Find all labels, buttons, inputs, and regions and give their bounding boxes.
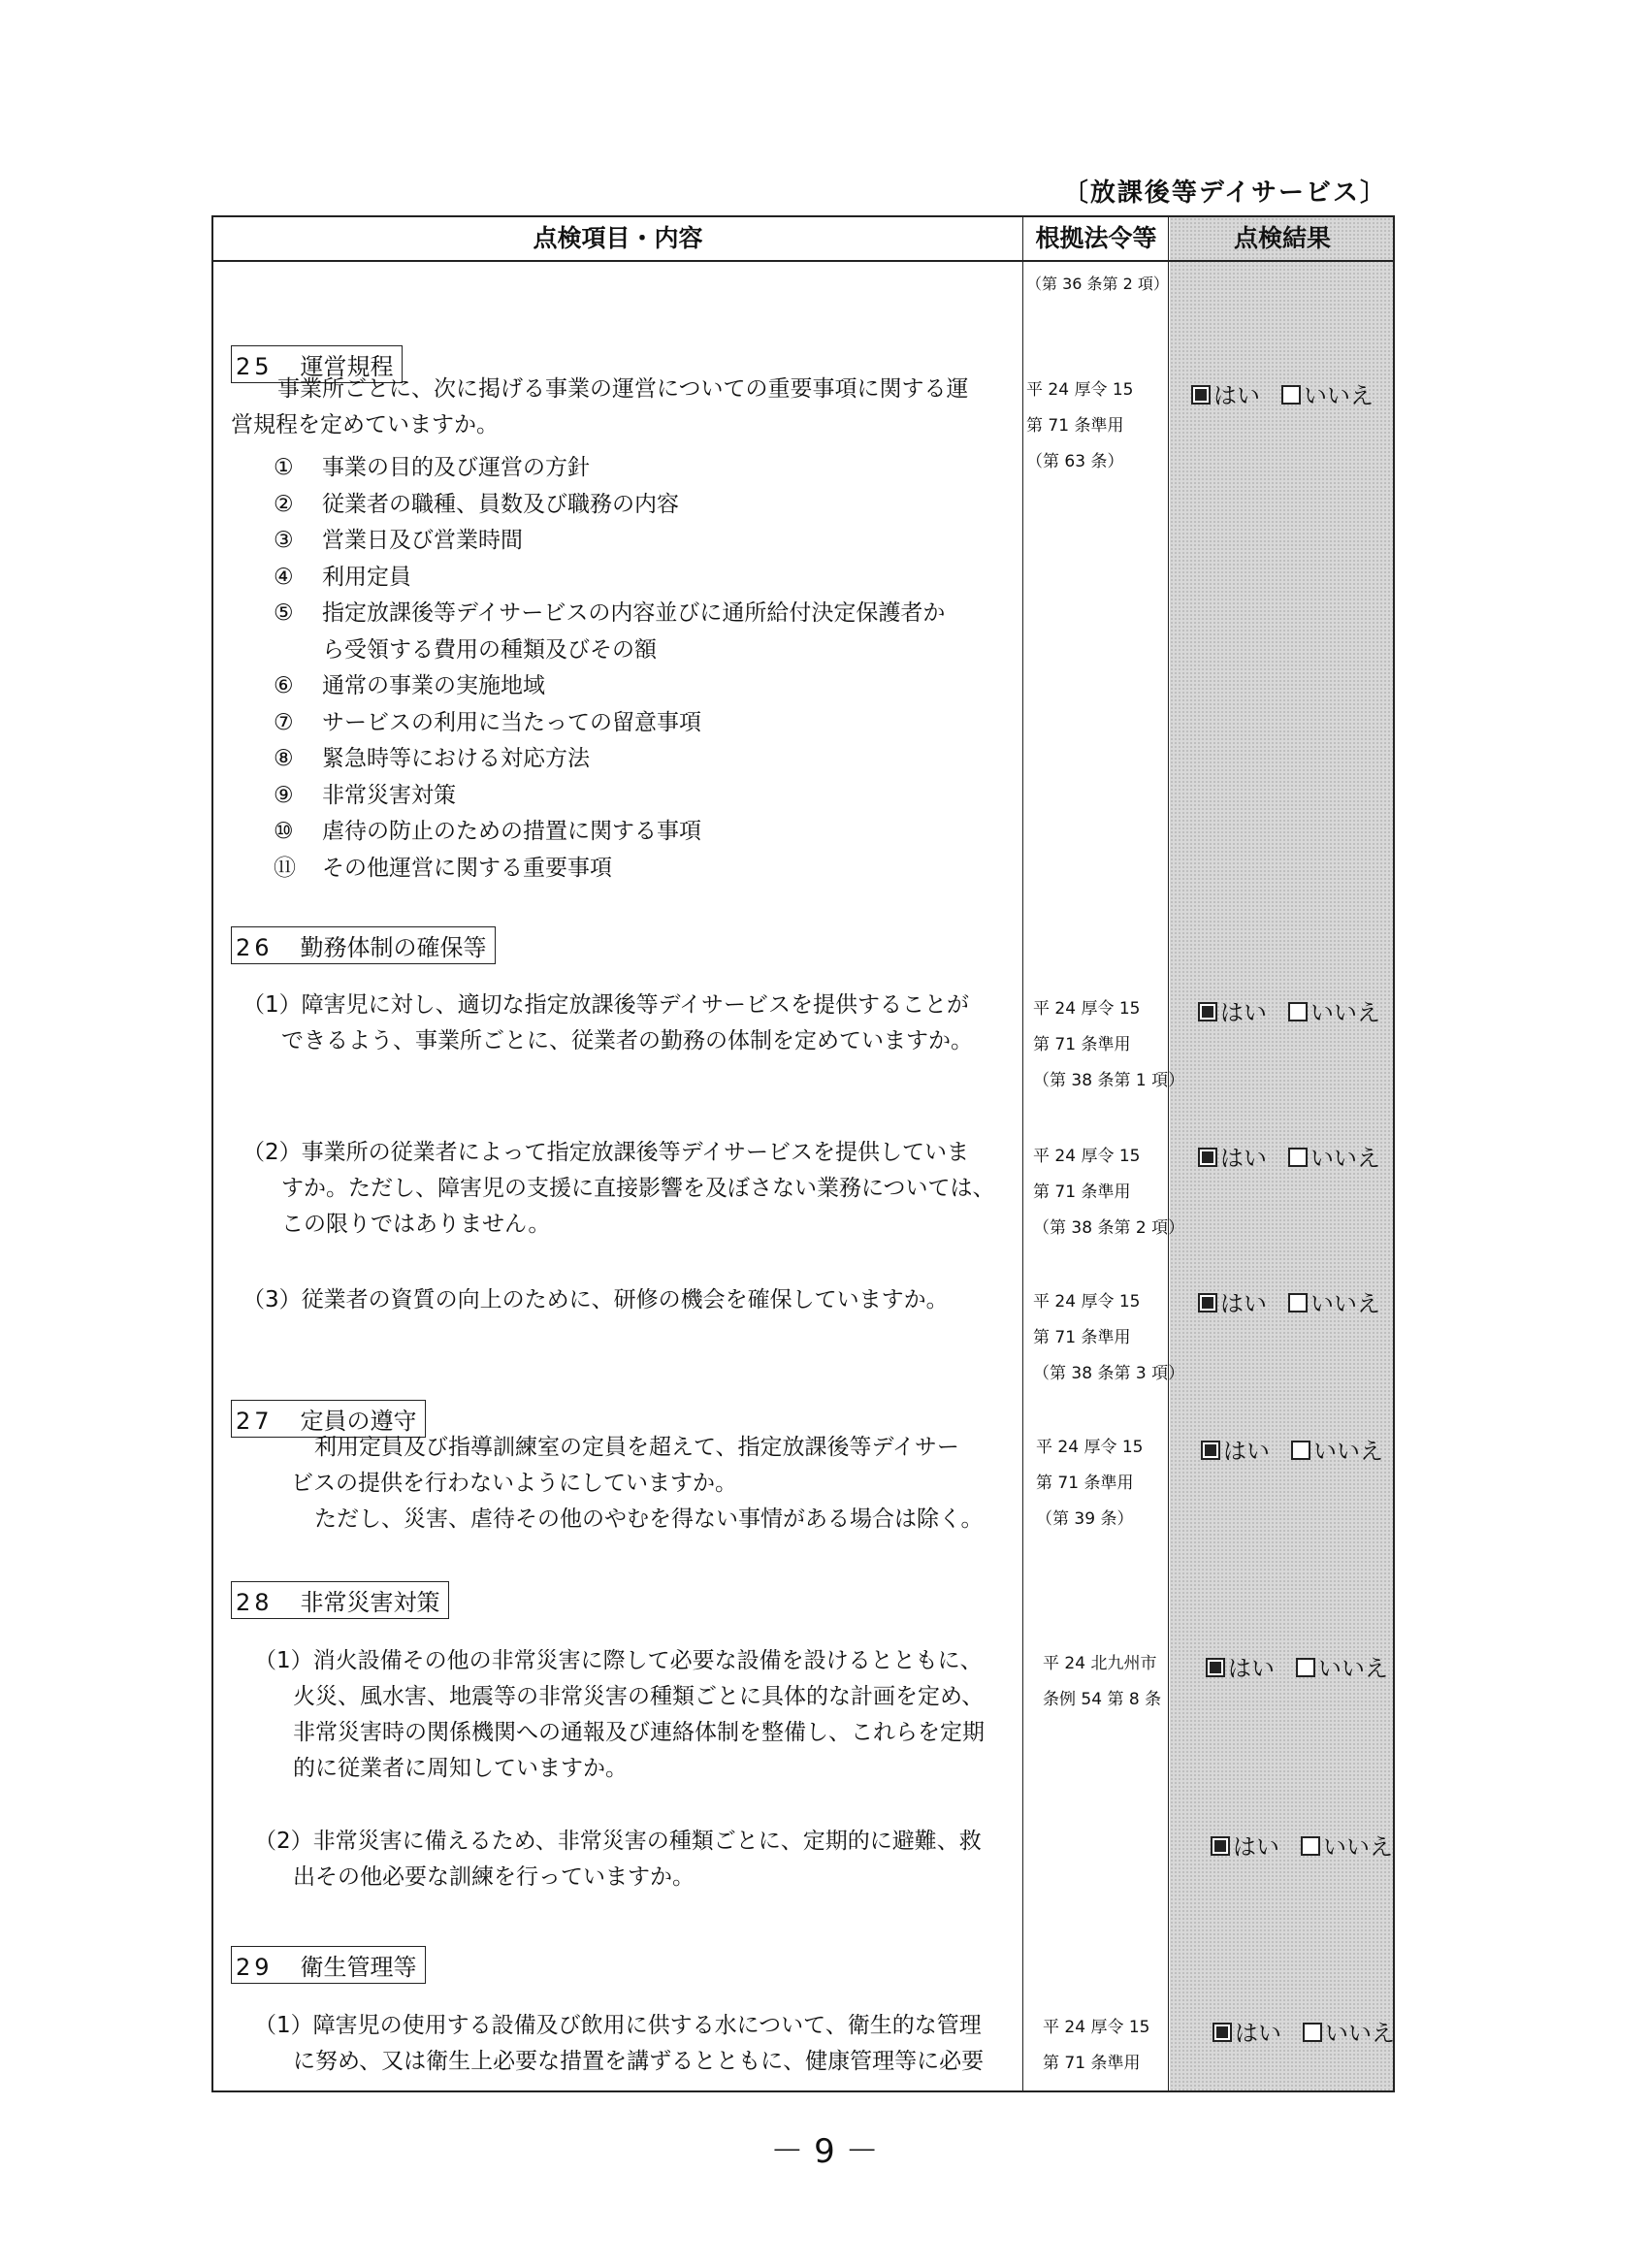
text-line: （1）消火設備その他の非常災害に際して必要な設備を設けるとともに、 [254, 1648, 983, 1673]
section-number: 25 [236, 353, 274, 380]
s26-result-1 [1198, 993, 1380, 1027]
no-label: いいえ [1323, 1833, 1393, 1861]
no-label: いいえ [1310, 999, 1380, 1026]
yes-label: はい [1228, 1655, 1275, 1682]
text-line: できるよう、事業所ごとに、従業者の勤務の体制を定めていますか。 [281, 1028, 973, 1053]
text-line: （2）事業所の従業者によって指定放課後等デイサービスを提供していま [242, 1140, 970, 1165]
header-result: 点検結果 [1233, 224, 1331, 252]
item-mark: ⑨ [274, 782, 294, 808]
section-title: 衛生管理等 [300, 1954, 417, 1981]
s28-question-1 [254, 1643, 985, 1787]
list-item [274, 778, 945, 815]
checkbox-no[interactable] [1303, 2023, 1322, 2042]
law-line: 第 71 条準用 [1033, 1183, 1131, 1202]
law-line: 第 71 条準用 [1033, 1328, 1131, 1347]
law-line: 平 24 厚令 15 [1033, 1292, 1141, 1312]
no-label: いいえ [1318, 1655, 1388, 1682]
law-line: 平 24 厚令 15 [1033, 999, 1141, 1019]
text-line: 火災、風水害、地震等の非常災害の種類ごとに具体的な計画を定め、 [293, 1684, 985, 1709]
text-line: この限りではありません。 [281, 1212, 551, 1237]
no-label: いいえ [1313, 1438, 1383, 1465]
no-label: いいえ [1310, 1145, 1380, 1172]
checkbox-no[interactable] [1288, 1293, 1308, 1312]
item-text: 非常災害対策 [322, 782, 456, 808]
text-line: 事業所ごとに、次に掲げる事業の運営についての重要事項に関する運 [277, 376, 969, 402]
column-divider-law [1022, 217, 1023, 2090]
checkbox-no[interactable] [1301, 1836, 1320, 1856]
law-line: 平 24 厚令 15 [1033, 1147, 1141, 1166]
law-line: （第 38 条第 2 項） [1033, 1218, 1185, 1238]
checkbox-yes[interactable] [1198, 1293, 1217, 1312]
header-law: 根拠法令等 [1035, 224, 1157, 252]
list-item-continuation: ら受領する費用の種類及びその額 [322, 636, 657, 663]
item-mark: ⑧ [274, 746, 294, 771]
section-title: 運営規程 [300, 353, 394, 380]
item-mark: ⑩ [274, 819, 294, 844]
item-text: 事業の目的及び運営の方針 [322, 455, 590, 480]
checkbox-no[interactable] [1288, 1148, 1308, 1167]
item-mark: ③ [274, 528, 294, 553]
item-text: サービスの利用に当たっての留意事項 [322, 709, 701, 735]
checkbox-yes[interactable] [1212, 2023, 1232, 2042]
s29-result-1 [1212, 2014, 1395, 2048]
yes-label: はい [1233, 1833, 1279, 1861]
text-line: 出その他必要な訓練を行っていますか。 [293, 1864, 695, 1890]
s28-question-2 [254, 1824, 982, 1895]
law-line: 第 71 条準用 [1026, 416, 1124, 436]
list-item [274, 814, 945, 851]
list-item [274, 851, 945, 888]
item-mark: ⑥ [274, 673, 294, 698]
section-28-heading [231, 1581, 449, 1619]
list-item [274, 741, 945, 778]
no-label: いいえ [1325, 2020, 1395, 2047]
s26-law-ref-1 [1033, 991, 1184, 1099]
law-line: 平 24 厚令 15 [1036, 1438, 1144, 1457]
law-line: 平 24 厚令 15 [1043, 2018, 1150, 2037]
section-number: 29 [236, 1954, 274, 1981]
law-line: 平 24 厚令 15 [1026, 380, 1134, 400]
section-title: 非常災害対策 [300, 1589, 440, 1616]
s26-question-1 [242, 988, 973, 1059]
text-line: 利用定員及び指導訓練室の定員を超えて、指定放課後等デイサー [314, 1435, 959, 1460]
item-mark: ② [274, 491, 294, 517]
yes-label: はい [1213, 382, 1260, 409]
text-line: 営規程を定めていますか。 [231, 412, 499, 437]
yes-label: はい [1220, 1145, 1267, 1172]
s25-result [1191, 376, 1374, 410]
item-mark: ⑤ [274, 600, 294, 626]
checkbox-yes[interactable] [1191, 385, 1211, 405]
s29-law-ref-1 [1043, 2010, 1149, 2082]
s26-law-ref-2 [1033, 1139, 1184, 1247]
item-text: 営業日及び営業時間 [322, 528, 523, 553]
item-text: 緊急時等における対応方法 [322, 746, 590, 771]
checkbox-no[interactable] [1288, 1002, 1308, 1021]
yes-label: はい [1235, 2020, 1281, 2047]
s26-law-ref-3 [1033, 1284, 1184, 1392]
law-line: 平 24 北九州市 [1043, 1654, 1157, 1673]
text-line: 的に従業者に周知していますか。 [293, 1756, 628, 1781]
checkbox-yes[interactable] [1198, 1002, 1217, 1021]
section-title: 勤務体制の確保等 [300, 934, 487, 961]
s27-result [1201, 1432, 1383, 1466]
text-line: （2）非常災害に備えるため、非常災害の種類ごとに、定期的に避難、救 [254, 1829, 982, 1854]
law-line: （第 38 条第 3 項） [1033, 1364, 1185, 1383]
item-text: 利用定員 [322, 564, 411, 590]
checkbox-yes[interactable] [1201, 1441, 1220, 1460]
text-line: （1）障害児の使用する設備及び飲用に供する水について、衛生的な管理 [254, 2013, 982, 2038]
yes-label: はい [1223, 1438, 1270, 1465]
law-line: （第 38 条第 1 項） [1033, 1071, 1185, 1090]
law-line: 第 71 条準用 [1043, 2054, 1141, 2073]
item-text: その他運営に関する重要事項 [322, 855, 612, 881]
s26-result-3 [1198, 1284, 1380, 1318]
yes-label: はい [1220, 1290, 1267, 1317]
list-item [274, 560, 945, 597]
text-line: ビスの提供を行わないようにしていますか。 [291, 1471, 737, 1496]
s25-item-list [274, 450, 945, 887]
checkbox-yes[interactable] [1211, 1836, 1230, 1856]
law-ref-top: （第 36 条第 2 項） [1026, 275, 1169, 293]
text-line: ただし、災害、虐待その他のやむを得ない事情がある場合は除く。 [314, 1507, 984, 1532]
item-text: 虐待の防止のための措置に関する事項 [322, 819, 701, 844]
checkbox-yes[interactable] [1198, 1148, 1217, 1167]
item-mark: ⑪ [274, 855, 296, 881]
s26-question-3 [242, 1282, 949, 1318]
list-item [274, 487, 945, 524]
law-line: （第 63 条） [1026, 452, 1124, 471]
section-title: 定員の遵守 [300, 1408, 417, 1435]
text-line: に努め、又は衛生上必要な措置を講ずるとともに、健康管理等に必要 [293, 2049, 985, 2074]
law-line: 条例 54 第 8 条 [1043, 1690, 1162, 1709]
item-mark: ④ [274, 564, 294, 590]
s27-question [291, 1430, 984, 1538]
list-item [274, 668, 945, 705]
law-line: 第 71 条準用 [1033, 1035, 1131, 1054]
item-mark: ① [274, 455, 294, 480]
item-mark: ⑦ [274, 709, 294, 735]
s28-result-2 [1211, 1828, 1393, 1862]
no-label: いいえ [1310, 1290, 1380, 1317]
law-line: 第 71 条準用 [1036, 1474, 1134, 1493]
checkbox-yes[interactable] [1206, 1658, 1225, 1677]
list-item [274, 705, 945, 742]
page-number: － 9 － [770, 2132, 879, 2171]
s27-law-ref [1036, 1430, 1143, 1538]
document-tag: 〔放課後等デイサービス〕 [1062, 178, 1387, 208]
s26-question-2 [242, 1135, 995, 1243]
text-line: （1）障害児に対し、適切な指定放課後等デイサービスを提供することが [242, 992, 970, 1018]
item-text: 従業者の職種、員数及び職務の内容 [322, 491, 679, 517]
yes-label: はい [1220, 999, 1267, 1026]
s25-law-ref [1026, 373, 1133, 480]
law-line: （第 39 条） [1036, 1509, 1134, 1529]
text-line: すか。ただし、障害児の支援に直接影響を及ぼさない業務については、 [281, 1176, 995, 1201]
text-line: 非常災害時の関係機関への通報及び連絡体制を整備し、これらを定期 [293, 1720, 985, 1745]
checkbox-no[interactable] [1296, 1658, 1315, 1677]
section-number: 28 [236, 1589, 274, 1616]
s25-question [231, 372, 969, 443]
section-26-heading [231, 926, 496, 964]
checkbox-no[interactable] [1281, 385, 1301, 405]
item-text: 指定放課後等デイサービスの内容並びに通所給付決定保護者か [322, 600, 946, 626]
s28-law-ref-1 [1043, 1646, 1161, 1718]
no-label: いいえ [1304, 382, 1374, 409]
s26-result-2 [1198, 1139, 1380, 1173]
s28-result-1 [1206, 1649, 1388, 1683]
s29-question-1 [254, 2008, 984, 2080]
checkbox-no[interactable] [1291, 1441, 1310, 1460]
list-item [274, 450, 945, 487]
header-item: 点検項目・内容 [533, 224, 703, 252]
section-29-heading [231, 1946, 426, 1984]
section-number: 26 [236, 934, 274, 961]
section-number: 27 [236, 1408, 274, 1435]
text-line: （3）従業者の資質の向上のために、研修の機会を確保していますか。 [242, 1287, 949, 1312]
item-text: 通常の事業の実施地域 [322, 673, 545, 698]
list-item [274, 596, 945, 632]
list-item [274, 523, 945, 560]
